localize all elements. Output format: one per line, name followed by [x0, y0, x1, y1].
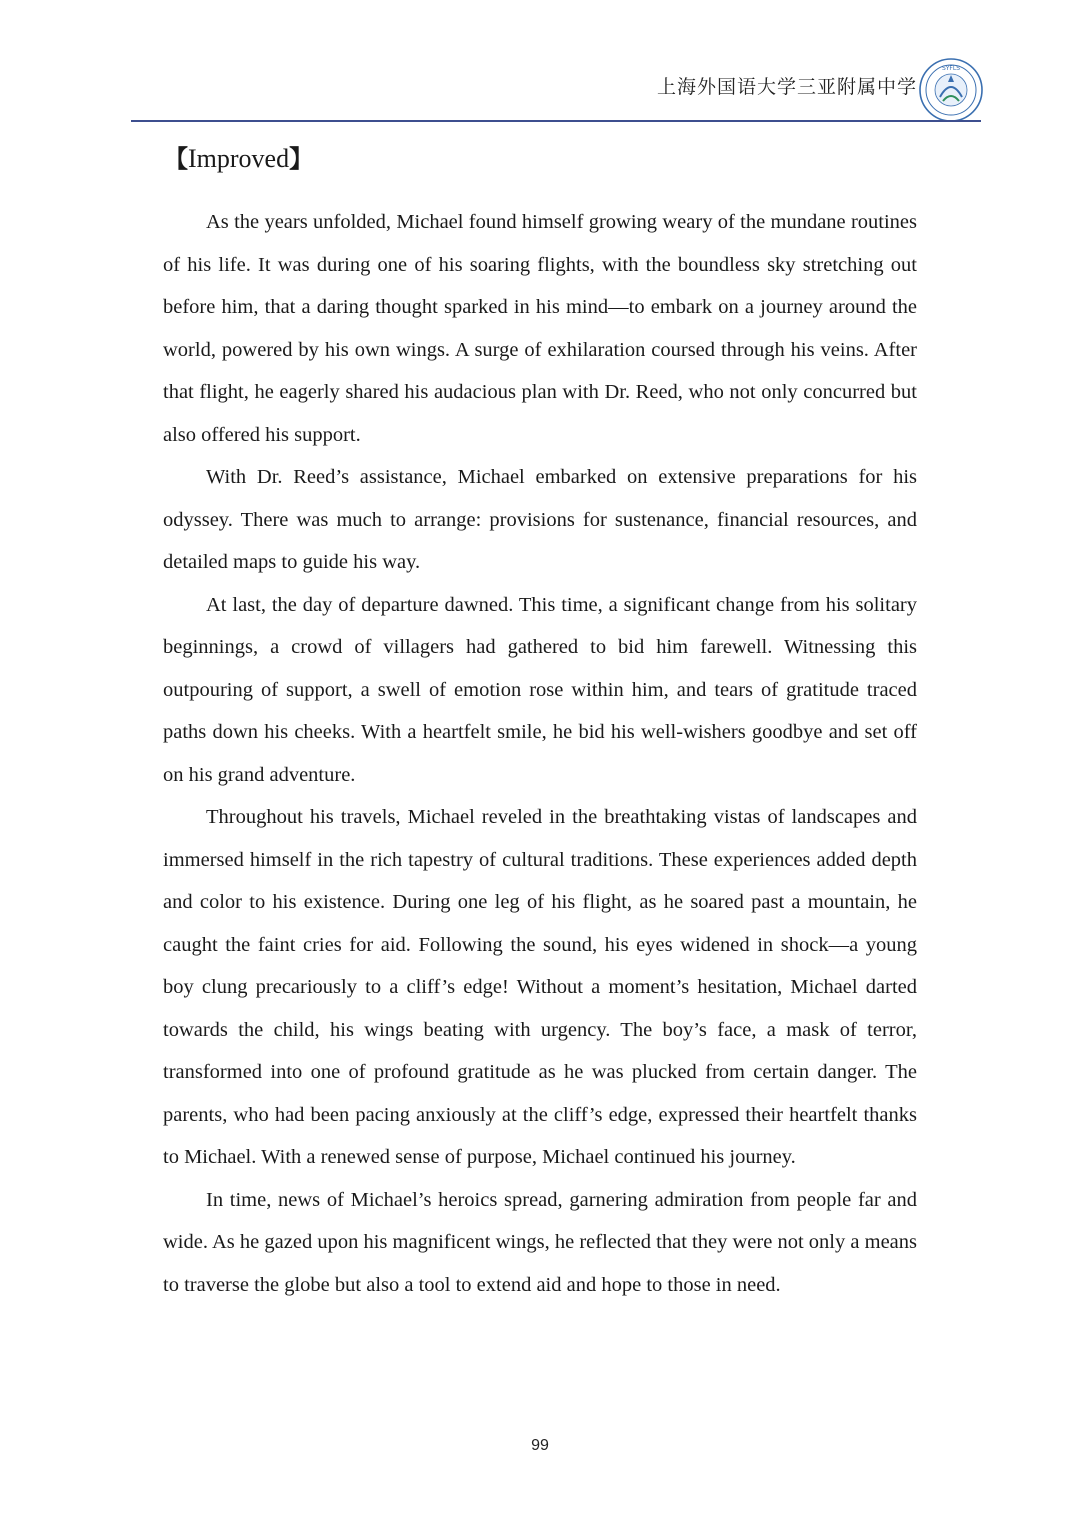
heading-bracket-left: 【: [164, 145, 188, 173]
header-divider: [131, 120, 981, 122]
body-text: [163, 201, 917, 1306]
page-number: 99: [531, 1437, 549, 1454]
paragraph: In time, news of Michael’s heroics spread, garnering admiration from people far and wide. As he gazed upon his magnificent wings, he reflected that they were not only a means to traverse the globe but also a tool to extend aid and hope to those in need.: [163, 1188, 917, 1296]
paragraph: Throughout his travels, Michael reveled in the breathtaking vistas of landscapes and immersed himself in the rich tapestry of cultural traditions. These experiences added depth and color to his existence. During one leg of his flight, as he soared past a mountain, he caught the faint cries for aid. Following the sound, his eyes widened in shock—a young boy clung precariously to a cliff’s edge! Without a moment’s hesitation, Michael darted towards the child, his wings beating with urgency. The boy’s face, a mask of terror, transformed into one of profound gratitude as he was plucked from certain danger. The parents, who had been pacing anxiously at the cliff’s edge, expressed their heartfelt thanks to Michael. With a renewed sense of purpose, Michael continued his journey.: [163, 806, 917, 1168]
heading-bracket-right: 】: [289, 145, 314, 173]
school-name: 上海外国语大学三亚附属中学: [656, 76, 917, 98]
school-logo-icon: [918, 57, 984, 123]
heading-title: Improved: [188, 144, 290, 173]
paragraph: As the years unfolded, Michael found himself growing weary of the mundane routines of his life. It was during one of his soaring flights, with the boundless sky stretching out before him, that a daring thought sparked in his mind—to embark on a journey around the world, powered by his own wings. A surge of exhilaration coursed through his veins. After that flight, he eagerly shared his audacious plan with Dr. Reed, who not only concurred but also offered his support.: [163, 211, 917, 446]
paragraph: At last, the day of departure dawned. This time, a significant change from his solitary beginnings, a crowd of villagers had gathered to bid him farewell. Witnessing this outpouring of support, a swell of emotion rose within him, and tears of gratitude traced paths down his cheeks. With a heartfelt smile, he bid his well-wishers goodbye and set off on his grand adventure.: [163, 593, 917, 786]
section-heading: [164, 142, 313, 176]
logo-text: SYFLS: [941, 65, 961, 72]
paragraph: With Dr. Reed’s assistance, Michael embarked on extensive preparations for his odyssey. There was much to arrange: provisions for sustenance, financial resources, and detailed maps to guide his way.: [163, 466, 917, 573]
